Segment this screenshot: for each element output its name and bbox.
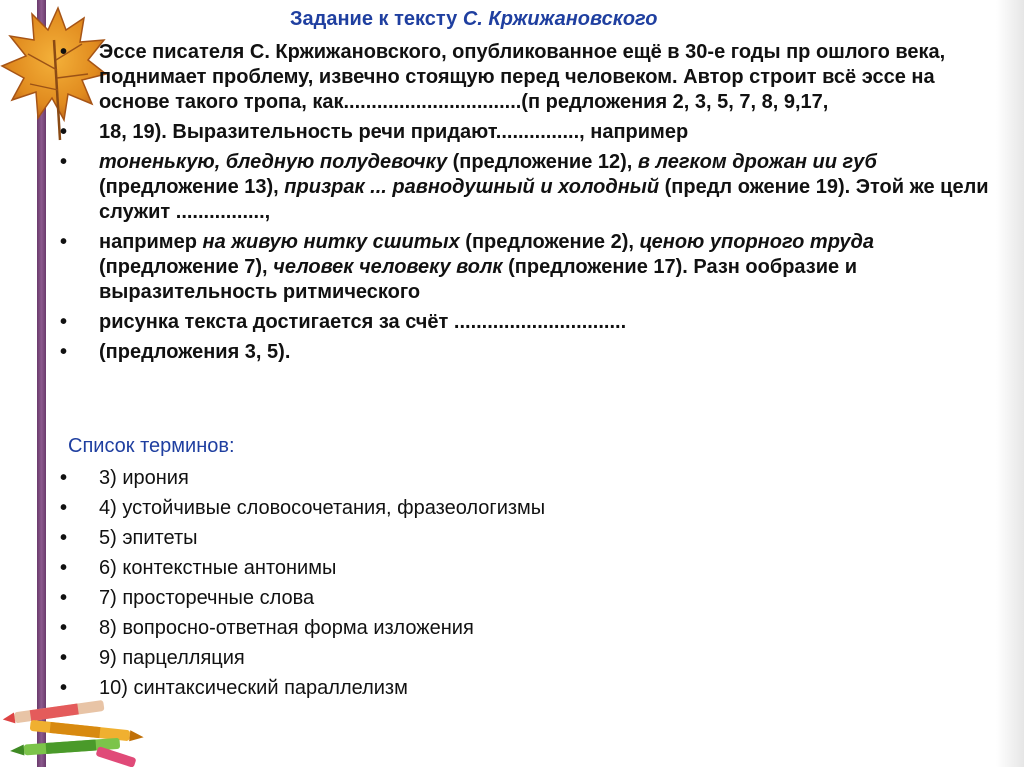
bullet-marker: • (60, 647, 68, 669)
task-item (60, 150, 990, 225)
bullet-marker: • (60, 497, 68, 519)
task-text-list (60, 40, 990, 370)
bullet-marker: • (60, 311, 68, 333)
term-label: 8) вопросно-ответная форма изложения (99, 617, 474, 639)
term-item (60, 676, 760, 700)
italic-quote: человек человеку волк (273, 256, 503, 278)
task-item (60, 120, 990, 145)
term-label: 4) устойчивые словосочетания, фразеологизмы (99, 497, 546, 519)
bullet-marker: • (60, 121, 68, 143)
bullet-marker: • (60, 467, 68, 489)
terms-list (60, 466, 760, 706)
task-text: (предл ожение 19). Этой же цели служит ................, (99, 176, 989, 223)
italic-quote: тоненькую, бледную полудевочку (99, 151, 448, 173)
bullet-marker: • (60, 231, 68, 253)
task-text: 18, 19). Выразительность речи придают..............., например (99, 121, 689, 143)
task-text: (предложение 7), (99, 256, 274, 278)
terms-list-title: Список терминов: (68, 435, 235, 457)
bullet-marker: • (60, 587, 68, 609)
term-item (60, 646, 760, 670)
task-text: Эссе писателя С. Кржижановского, опубликованное ещё в 30-е годы пр ошлого века, поднимает проблему, извечно стоящую перед человеком. Автор строит всё эссе на основе такого тропа, как................................(п редложения 2, 3, 5, 7, 8, 9,17, (99, 41, 946, 113)
bullet-marker: • (60, 677, 68, 699)
bullet-marker: • (60, 527, 68, 549)
italic-quote: в легком дрожан ии губ (637, 151, 877, 173)
bullet-marker: • (60, 617, 68, 639)
bullet-marker: • (60, 41, 68, 63)
slide-edge-shadow (996, 0, 1024, 767)
task-text: (предложение 12), (447, 151, 638, 173)
term-item (60, 586, 760, 610)
task-item (60, 230, 990, 305)
slide-title-author: С. Кржижановского (462, 8, 658, 30)
task-item (60, 340, 990, 365)
term-label: 9) парцелляция (99, 647, 245, 669)
bullet-marker: • (60, 341, 68, 363)
task-item (60, 310, 990, 335)
task-item (60, 40, 990, 115)
term-label: 10) синтаксический параллелизм (99, 677, 408, 699)
italic-quote: призрак ... равнодушный и холодный (284, 176, 660, 198)
slide-title-prefix: Задание к тексту (290, 8, 463, 30)
term-label: 7) просторечные слова (99, 587, 315, 609)
task-text: (предложение 17). Разн ообразие и выразительность ритмического (99, 256, 858, 303)
term-label: 3) ирония (99, 467, 189, 489)
bullet-marker: • (60, 151, 68, 173)
task-text: рисунка текста достигается за счёт ............................... (99, 311, 627, 333)
task-text: например (99, 231, 203, 253)
term-item (60, 616, 760, 640)
slide-title (290, 8, 657, 31)
term-label: 6) контекстные антонимы (99, 557, 337, 579)
term-item (60, 556, 760, 580)
italic-quote: на живую нитку сшитых (202, 231, 460, 253)
task-text: (предложение 2), (459, 231, 640, 253)
term-item (60, 496, 760, 520)
task-text: (предложение 13), (99, 176, 285, 198)
bullet-marker: • (60, 557, 68, 579)
term-item (60, 466, 760, 490)
task-text: (предложения 3, 5). (99, 341, 291, 363)
italic-quote: ценою упорного труда (639, 231, 875, 253)
term-item (60, 526, 760, 550)
term-label: 5) эпитеты (99, 527, 198, 549)
